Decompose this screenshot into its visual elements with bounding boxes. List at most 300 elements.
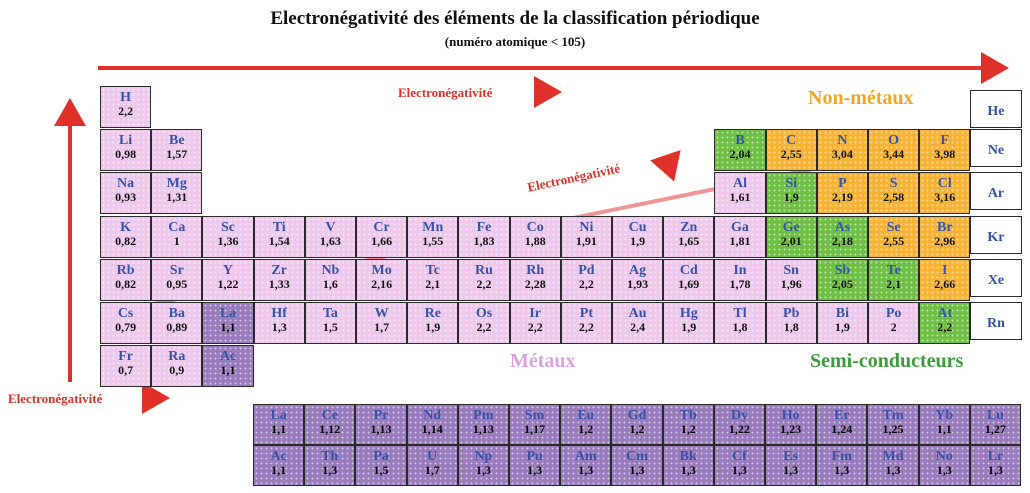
electronegativity-value: 1,22 <box>728 422 750 436</box>
electronegativity-value: 1,27 <box>984 422 1006 436</box>
element-symbol: Sr <box>169 262 184 278</box>
element-symbol: Se <box>886 219 901 235</box>
electronegativity-value: 1,88 <box>524 233 546 248</box>
electronegativity-value: 1,9 <box>425 320 441 334</box>
element-symbol: Hg <box>679 306 698 321</box>
element-symbol: I <box>942 262 948 278</box>
element-symbol: S <box>889 176 898 192</box>
electronegativity-value: 1,57 <box>166 147 188 162</box>
element-symbol: V <box>325 219 336 235</box>
element-symbol: Pb <box>783 306 800 321</box>
element-symbol: Ta <box>322 306 338 321</box>
element-cell-cr <box>356 216 407 258</box>
electronegativity-value: 0,79 <box>115 320 137 334</box>
electronegativity-value: 1,1 <box>936 422 952 436</box>
electronegativity-value: 2,55 <box>883 233 905 248</box>
element-cell-sm <box>509 404 560 445</box>
element-symbol: Cs <box>117 306 134 321</box>
electronegativity-value: 2 <box>890 320 897 334</box>
element-symbol: F <box>940 133 950 149</box>
electronegativity-value: 1,3 <box>936 463 952 477</box>
element-cell-cd <box>663 259 714 301</box>
electronegativity-value: 2,04 <box>729 147 751 162</box>
metals-label: Métaux <box>510 350 576 372</box>
electronegativity-value: 1,31 <box>166 190 188 205</box>
element-symbol: Ge <box>782 219 800 235</box>
element-cell-ba <box>151 302 202 344</box>
electronegativity-value: 0,89 <box>166 320 188 334</box>
element-cell-co <box>510 216 561 258</box>
page-subtitle: (numéro atomique < 105) <box>444 34 586 49</box>
element-cell-ag <box>612 259 663 301</box>
element-symbol: Tb <box>679 408 697 423</box>
electronegativity-value: 1,3 <box>322 463 338 477</box>
element-cell-n <box>817 129 868 171</box>
element-cell-ti <box>254 216 305 258</box>
element-cell-no <box>919 445 970 486</box>
electronegativity-value: 2,2 <box>578 276 594 291</box>
electronegativity-value: 1,1 <box>271 463 287 477</box>
element-symbol: Cm <box>626 449 648 464</box>
element-cell-c <box>766 129 817 171</box>
element-cell-y <box>202 259 253 301</box>
electronegativity-value: 1,66 <box>371 233 393 248</box>
electronegativity-value: 1,3 <box>834 463 850 477</box>
semiconductors-label: Semi-conducteurs <box>810 350 964 372</box>
element-symbol: U <box>427 449 438 464</box>
electronegativity-value: 3,98 <box>934 147 956 162</box>
electronegativity-value: 2,1 <box>886 276 902 291</box>
electronegativity-value: 1,25 <box>882 422 904 436</box>
electronegativity-value: 1,1 <box>271 422 287 436</box>
electronegativity-value: 1,17 <box>524 422 546 436</box>
nonmetals-label: Non-métaux <box>808 87 914 109</box>
electronegativity-value: 2,05 <box>831 276 853 291</box>
element-cell-md <box>867 445 918 486</box>
electronegativity-value: 1,5 <box>373 463 389 477</box>
element-symbol: Lr <box>987 449 1004 464</box>
element-cell-cs <box>100 302 151 344</box>
element-symbol: Fm <box>831 449 852 464</box>
element-symbol: Ar <box>987 186 1005 202</box>
electronegativity-value: 1,3 <box>271 320 287 334</box>
element-symbol: Ca <box>168 219 186 235</box>
element-cell-al <box>714 172 765 214</box>
electronegativity-value: 1,2 <box>629 422 645 436</box>
electronegativity-value: 1,3 <box>987 463 1003 477</box>
element-cell-s <box>868 172 919 214</box>
element-cell-be <box>151 129 202 171</box>
electronegativity-value: 2,2 <box>527 320 543 334</box>
element-cell-zn <box>663 216 714 258</box>
element-cell-hf <box>254 302 305 344</box>
electronegativity-label-diagonal: Electronégativité <box>526 160 622 195</box>
element-symbol: La <box>219 306 237 321</box>
electronegativity-value: 1,9 <box>783 190 799 205</box>
element-symbol: Ce <box>321 408 338 423</box>
element-symbol: Mo <box>371 262 392 278</box>
element-cell-b <box>714 129 765 171</box>
electronegativity-value: 2,2 <box>118 104 134 118</box>
electronegativity-value: 1,14 <box>421 422 443 436</box>
element-symbol: Mn <box>422 219 444 235</box>
element-cell-tc <box>407 259 458 301</box>
element-cell-la <box>253 404 304 445</box>
element-symbol: Ho <box>781 408 800 423</box>
element-cell-ni <box>561 216 612 258</box>
element-cell-po <box>868 302 919 344</box>
element-cell-ta <box>305 302 356 344</box>
element-symbol: Fr <box>118 349 133 365</box>
element-symbol: At <box>937 306 953 321</box>
electronegativity-value: 0,9 <box>169 363 185 378</box>
element-cell-rn <box>970 302 1021 340</box>
element-cell-k <box>100 216 151 258</box>
electronegativity-value: 1,3 <box>475 463 491 477</box>
element-symbol: Li <box>118 133 133 149</box>
electronegativity-value: 1,1 <box>220 320 236 334</box>
element-cell-np <box>458 445 509 486</box>
element-cell-re <box>407 302 458 344</box>
element-symbol: Cl <box>937 176 952 192</box>
element-symbol: Cr <box>373 219 390 235</box>
element-cell-si <box>766 172 817 214</box>
electronegativity-value: 1,93 <box>627 276 649 291</box>
electronegativity-value: 0,98 <box>115 147 137 162</box>
element-cell-ne <box>970 129 1021 167</box>
element-symbol: No <box>935 449 953 464</box>
element-symbol: Y <box>222 262 234 278</box>
element-cell-bi <box>817 302 868 344</box>
electronegativity-label-left: Electronégativité <box>8 391 103 406</box>
element-cell-at <box>919 302 970 344</box>
element-cell-he <box>970 90 1021 128</box>
electronegativity-value: 1,7 <box>424 463 440 477</box>
element-cell-te <box>868 259 919 301</box>
element-cell-am <box>560 445 611 486</box>
element-cell-w <box>356 302 407 344</box>
electronegativity-value: 2,28 <box>524 276 546 291</box>
element-cell-pb <box>766 302 817 344</box>
element-symbol: Pm <box>473 408 494 423</box>
element-cell-cu <box>612 216 663 258</box>
electronegativity-value: 0,82 <box>115 276 137 291</box>
electronegativity-value: 2,4 <box>630 320 646 334</box>
element-symbol: Cf <box>732 449 747 464</box>
element-cell-yb <box>919 404 970 445</box>
element-symbol: Os <box>475 306 493 321</box>
element-cell-xe <box>970 259 1021 297</box>
electronegativity-value: 1,23 <box>780 422 802 436</box>
element-symbol: Te <box>886 262 901 278</box>
element-cell-ra <box>151 345 202 387</box>
element-cell-sb <box>817 259 868 301</box>
electronegativity-value: 1,7 <box>374 320 390 334</box>
electronegativity-value: 1,9 <box>834 320 850 334</box>
element-symbol: W <box>374 306 389 321</box>
element-symbol: Rh <box>526 262 545 278</box>
electronegativity-value: 1,3 <box>885 463 901 477</box>
element-symbol: Dy <box>730 408 748 423</box>
element-cell-dy <box>714 404 765 445</box>
element-symbol: Rn <box>987 316 1005 331</box>
element-cell-li <box>100 129 151 171</box>
electronegativity-value: 1 <box>173 233 180 248</box>
element-symbol: Nd <box>423 408 442 423</box>
electronegativity-value: 1,8 <box>732 320 748 334</box>
element-cell-zr <box>254 259 305 301</box>
element-cell-th <box>304 445 355 486</box>
element-symbol: Ru <box>475 262 493 278</box>
element-cell-tl <box>714 302 765 344</box>
electronegativity-value: 1,36 <box>217 233 239 248</box>
element-symbol: Al <box>732 176 747 192</box>
element-cell-cf <box>714 445 765 486</box>
electronegativity-value: 1,13 <box>370 422 392 436</box>
electronegativity-value: 3,04 <box>831 147 853 162</box>
element-symbol: Zn <box>680 219 698 235</box>
electronegativity-value: 1,3 <box>527 463 543 477</box>
electronegativity-value: 1,13 <box>472 422 494 436</box>
element-symbol: Mg <box>166 176 187 192</box>
element-cell-tb <box>663 404 714 445</box>
element-cell-fr <box>100 345 151 387</box>
element-symbol: Ac <box>270 449 287 464</box>
electronegativity-value: 2,96 <box>934 233 956 248</box>
electronegativity-value: 1,9 <box>630 233 646 248</box>
element-symbol: Po <box>885 306 902 321</box>
electronegativity-value: 1,9 <box>681 320 697 334</box>
element-symbol: Zr <box>271 262 287 278</box>
electronegativity-value: 3,44 <box>883 147 905 162</box>
element-symbol: Hf <box>271 306 287 321</box>
element-symbol: Ir <box>529 306 542 321</box>
element-cell-os <box>458 302 509 344</box>
element-symbol: Ra <box>168 349 186 365</box>
element-cell-cm <box>611 445 662 486</box>
element-symbol: O <box>888 133 900 149</box>
element-cell-ac <box>253 445 304 486</box>
element-cell-se <box>868 216 919 258</box>
element-symbol: As <box>834 219 851 235</box>
electronegativity-value: 0,82 <box>115 233 137 248</box>
element-cell-pr <box>355 404 406 445</box>
electronegativity-value: 3,16 <box>934 190 956 205</box>
element-symbol: Ba <box>168 306 185 321</box>
page-title: Electronégativité des éléments de la classification périodique <box>270 8 760 29</box>
element-cell-ru <box>458 259 509 301</box>
element-cell-f <box>919 129 970 171</box>
element-cell-h <box>100 86 151 128</box>
electronegativity-value: 2,16 <box>371 276 393 291</box>
electronegativity-value: 2,55 <box>780 147 802 162</box>
element-symbol: Na <box>117 176 135 192</box>
electronegativity-value: 1,12 <box>319 422 341 436</box>
electronegativity-value: 1,83 <box>473 233 495 248</box>
element-symbol: Nb <box>321 262 340 278</box>
element-symbol: In <box>733 262 747 278</box>
element-symbol: Rb <box>116 262 135 278</box>
element-symbol: Au <box>628 306 647 321</box>
electronegativity-value: 1,91 <box>575 233 597 248</box>
electronegativity-value: 1,33 <box>268 276 290 291</box>
element-symbol: Bi <box>835 306 849 321</box>
element-cell-sn <box>766 259 817 301</box>
electronegativity-label-top: Electronégativité <box>398 85 493 100</box>
element-symbol: Es <box>783 449 798 464</box>
element-cell-la <box>202 302 253 344</box>
element-symbol: Si <box>785 176 798 192</box>
element-symbol: Re <box>424 306 441 321</box>
element-cell-i <box>919 259 970 301</box>
electronegativity-value: 1,6 <box>322 276 338 291</box>
electronegativity-value: 1,24 <box>831 422 853 436</box>
element-cell-mo <box>356 259 407 301</box>
element-cell-rh <box>510 259 561 301</box>
element-cell-pu <box>509 445 560 486</box>
electronegativity-value: 2,1 <box>425 276 441 291</box>
electronegativity-value: 1,96 <box>780 276 802 291</box>
element-symbol: K <box>120 219 132 235</box>
element-cell-pa <box>355 445 406 486</box>
element-cell-ar <box>970 172 1021 210</box>
element-symbol: Tc <box>425 262 440 278</box>
electronegativity-value: 1,3 <box>629 463 645 477</box>
electronegativity-value: 1,3 <box>731 463 747 477</box>
electronegativity-value: 1,69 <box>678 276 700 291</box>
element-symbol: Am <box>574 449 597 464</box>
element-cell-ce <box>304 404 355 445</box>
element-cell-lr <box>970 445 1021 486</box>
electronegativity-value: 1,55 <box>422 233 444 248</box>
element-symbol: Pr <box>373 408 389 423</box>
element-cell-o <box>868 129 919 171</box>
element-symbol: Md <box>882 449 904 464</box>
electronegativity-value: 2,19 <box>831 190 853 205</box>
element-symbol: Th <box>321 449 339 464</box>
element-symbol: He <box>987 104 1005 119</box>
element-cell-na <box>100 172 151 214</box>
electronegativity-value: 1,1 <box>220 363 236 378</box>
electronegativity-value: 1,78 <box>729 276 751 291</box>
element-symbol: N <box>837 133 848 149</box>
element-cell-ho <box>765 404 816 445</box>
element-symbol: Xe <box>987 272 1005 288</box>
element-symbol: Pa <box>373 449 389 464</box>
element-cell-eu <box>560 404 611 445</box>
element-cell-rb <box>100 259 151 301</box>
element-symbol: Ac <box>219 349 237 365</box>
electronegativity-value: 2,2 <box>937 320 953 334</box>
electronegativity-value: 1,2 <box>680 422 696 436</box>
element-cell-sr <box>151 259 202 301</box>
element-cell-in <box>714 259 765 301</box>
electronegativity-value: 1,3 <box>783 463 799 477</box>
element-symbol: Pu <box>526 449 543 464</box>
element-cell-au <box>612 302 663 344</box>
element-symbol: Ti <box>272 219 286 235</box>
element-cell-ac <box>202 345 253 387</box>
element-symbol: Yb <box>935 408 954 423</box>
element-symbol: Tl <box>733 306 747 321</box>
electronegativity-value: 2,01 <box>780 233 802 248</box>
element-symbol: Sn <box>783 262 799 278</box>
electronegativity-value: 2,2 <box>476 320 492 334</box>
electronegativity-value: 1,65 <box>678 233 700 248</box>
element-cell-ir <box>510 302 561 344</box>
element-cell-sc <box>202 216 253 258</box>
element-symbol: Cu <box>628 219 647 235</box>
element-cell-hg <box>663 302 714 344</box>
electronegativity-value: 2,66 <box>934 276 956 291</box>
element-cell-br <box>919 216 970 258</box>
electronegativity-value: 0,93 <box>115 190 137 205</box>
electronegativity-value: 1,8 <box>783 320 799 334</box>
element-symbol: H <box>120 90 132 105</box>
element-cell-fe <box>458 216 509 258</box>
element-symbol: C <box>786 133 797 149</box>
element-symbol: Eu <box>577 408 595 423</box>
element-cell-ge <box>766 216 817 258</box>
electronegativity-value: 1,3 <box>578 463 594 477</box>
electronegativity-value: 1,61 <box>729 190 751 205</box>
element-symbol: Be <box>169 133 185 149</box>
element-cell-as <box>817 216 868 258</box>
element-symbol: La <box>270 408 287 423</box>
element-symbol: Tm <box>882 408 904 423</box>
element-cell-mn <box>407 216 458 258</box>
element-symbol: Ne <box>987 143 1005 159</box>
element-cell-pm <box>458 404 509 445</box>
element-symbol: Sm <box>524 408 545 423</box>
element-cell-pt <box>561 302 612 344</box>
electronegativity-value: 1,2 <box>578 422 594 436</box>
element-cell-mg <box>151 172 202 214</box>
element-symbol: Co <box>526 219 544 235</box>
element-symbol: Fe <box>476 219 492 235</box>
electronegativity-value: 2,2 <box>578 320 594 334</box>
element-cell-fm <box>816 445 867 486</box>
electronegativity-value: 2,18 <box>831 233 853 248</box>
element-cell-nd <box>407 404 458 445</box>
element-cell-ga <box>714 216 765 258</box>
element-cell-v <box>305 216 356 258</box>
element-symbol: Np <box>474 449 493 464</box>
element-cell-nb <box>305 259 356 301</box>
element-symbol: B <box>735 133 745 149</box>
element-symbol: Ga <box>731 219 749 235</box>
element-symbol: Bk <box>679 449 697 464</box>
electronegativity-value: 1,54 <box>268 233 290 248</box>
element-symbol: Pt <box>579 306 593 321</box>
electronegativity-value: 1,81 <box>729 233 751 248</box>
electronegativity-value: 1,22 <box>217 276 239 291</box>
electronegativity-value: 1,63 <box>319 233 341 248</box>
element-cell-u <box>407 445 458 486</box>
electronegativity-value: 2,2 <box>476 276 492 291</box>
element-symbol: Sc <box>220 219 235 235</box>
element-cell-gd <box>611 404 662 445</box>
element-cell-ca <box>151 216 202 258</box>
element-cell-bk <box>663 445 714 486</box>
element-symbol: Sb <box>834 262 851 278</box>
element-cell-pd <box>561 259 612 301</box>
element-symbol: Gd <box>627 408 647 423</box>
electronegativity-value: 2,58 <box>883 190 905 205</box>
element-cell-tm <box>867 404 918 445</box>
element-symbol: Pd <box>578 262 595 278</box>
element-cell-es <box>765 445 816 486</box>
